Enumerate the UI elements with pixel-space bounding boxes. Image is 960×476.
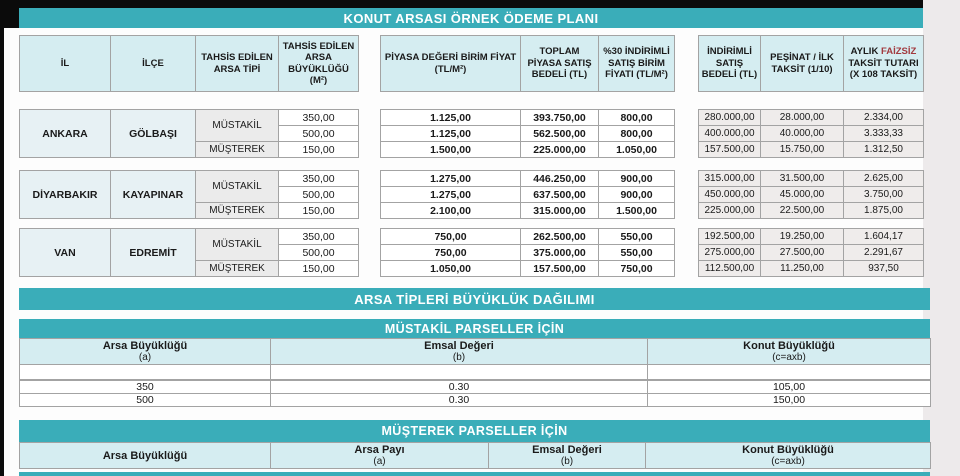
cell-aylik-taksit: 2.625,00 — [844, 171, 924, 187]
group-left-table — [19, 109, 359, 158]
cell-indirimli-birim: 900,00 — [599, 171, 675, 187]
musterek-header-arsa-payi — [271, 443, 489, 469]
cell-pesinat: 27.500,00 — [761, 245, 844, 261]
cell-toplam-piyasa: 225.000,00 — [521, 142, 599, 158]
cell-m2: 350,00 — [279, 171, 359, 187]
cell-indirimli-bedel: 192.500,00 — [699, 229, 761, 245]
cell-indirimli-bedel: 450.000,00 — [699, 187, 761, 203]
cell-konut-buyuklugu: 150,00 — [648, 394, 931, 407]
cell-pesinat: 15.750,00 — [761, 142, 844, 158]
cell-konut-buyuklugu: 105,00 — [648, 381, 931, 394]
cell-il: ANKARA — [20, 110, 111, 158]
cell-emsal-degeri: 0.30 — [271, 394, 648, 407]
payment-group-1 — [0, 109, 960, 156]
cell-aylik-taksit: 937,50 — [844, 261, 924, 277]
header-label: Arsa Büyüklüğü — [102, 449, 188, 462]
group-right-table — [698, 109, 924, 158]
cell-indirimli-birim: 550,00 — [599, 245, 675, 261]
cell-piyasa-birim: 1.125,00 — [381, 126, 521, 142]
cell-m2: 500,00 — [279, 245, 359, 261]
title-left-corner — [0, 0, 19, 28]
group-left-table — [19, 170, 359, 219]
cell-aylik-taksit: 3.333,33 — [844, 126, 924, 142]
musterek-header-konut-buyuklugu — [646, 443, 931, 469]
col-header-indirimli-bedel: İNDİRİMLİ SATIŞ BEDELİ (TL) — [699, 36, 761, 92]
cell-aylik-taksit: 1.312,50 — [844, 142, 924, 158]
section-band-dagilim — [19, 288, 930, 310]
section-band-mustakil-text: MÜSTAKİL PARSELLER İÇİN — [384, 321, 565, 336]
cell-indirimli-bedel: 400.000,00 — [699, 126, 761, 142]
payment-header-middle-block — [380, 35, 675, 92]
cell-il: VAN — [20, 229, 111, 277]
cell-piyasa-birim: 1.050,00 — [381, 261, 521, 277]
empty-cell — [648, 365, 931, 380]
cell-aylik-taksit: 1.875,00 — [844, 203, 924, 219]
cell-pesinat: 40.000,00 — [761, 126, 844, 142]
cell-piyasa-birim: 1.500,00 — [381, 142, 521, 158]
header-label: Konut Büyüklüğü — [743, 339, 835, 352]
mustakil-header-emsal-degeri — [271, 339, 648, 365]
cell-indirimli-bedel: 225.000,00 — [699, 203, 761, 219]
faizsiz-label: FAİZSİZ — [880, 46, 917, 58]
cell-piyasa-birim: 1.275,00 — [381, 171, 521, 187]
empty-cell — [271, 365, 648, 380]
cell-emsal-degeri: 0.30 — [271, 381, 648, 394]
cell-aylik-taksit: 2.291,67 — [844, 245, 924, 261]
group-right-table — [698, 170, 924, 219]
payment-header-right-block — [698, 35, 924, 92]
col-header-aylik-taksit — [844, 36, 924, 92]
musterek-header-emsal-degeri — [489, 443, 646, 469]
col-header-toplam-piyasa: TOPLAM PİYASA SATIŞ BEDELİ (TL) — [521, 36, 599, 92]
cell-toplam-piyasa: 157.500,00 — [521, 261, 599, 277]
cell-indirimli-bedel: 275.000,00 — [699, 245, 761, 261]
cell-m2: 150,00 — [279, 142, 359, 158]
header-sub: (c=axb) — [772, 351, 806, 363]
cell-tip-musterek: MÜŞTEREK — [196, 203, 279, 219]
col-header-arsa-buyuklugu: TAHSİS EDİLEN ARSA BÜYÜKLÜĞÜ (M²) — [279, 36, 359, 92]
cell-indirimli-birim: 800,00 — [599, 110, 675, 126]
cell-m2: 150,00 — [279, 261, 359, 277]
header-label: Emsal Değeri — [532, 443, 602, 456]
cell-indirimli-birim: 550,00 — [599, 229, 675, 245]
cell-pesinat: 45.000,00 — [761, 187, 844, 203]
cell-piyasa-birim: 1.125,00 — [381, 110, 521, 126]
cell-m2: 350,00 — [279, 110, 359, 126]
cell-tip-musterek: MÜŞTEREK — [196, 142, 279, 158]
cell-ilce: KAYAPINAR — [111, 171, 196, 219]
col-header-indirimli-birim: %30 İNDİRİMLİ SATIŞ BİRİM FİYATI (TL/M²) — [599, 36, 675, 92]
top-black-strip — [0, 0, 923, 8]
cell-arsa-buyuklugu: 500 — [20, 394, 271, 407]
page-title — [19, 8, 923, 28]
section-band-musterek — [19, 420, 930, 442]
cell-indirimli-bedel: 280.000,00 — [699, 110, 761, 126]
header-sub: (b) — [560, 455, 574, 467]
group-middle-table — [380, 228, 675, 277]
cell-toplam-piyasa: 637.500,00 — [521, 187, 599, 203]
taksit-tutari-label: TAKSİT TUTARI (X 108 TAKSİT) — [848, 57, 919, 81]
cell-tip-mustakil: MÜSTAKİL — [196, 171, 279, 203]
cell-indirimli-birim: 800,00 — [599, 126, 675, 142]
cell-aylik-taksit: 2.334,00 — [844, 110, 924, 126]
section-band-dagilim-text: ARSA TİPLERİ BÜYÜKLÜK DAĞILIMI — [354, 291, 595, 307]
cell-tip-mustakil: MÜSTAKİL — [196, 229, 279, 261]
empty-cell — [20, 365, 271, 380]
payment-group-3 — [0, 228, 960, 275]
header-sub: (a) — [373, 455, 386, 467]
cell-indirimli-birim: 1.500,00 — [599, 203, 675, 219]
cell-indirimli-bedel: 112.500,00 — [699, 261, 761, 277]
cell-aylik-taksit: 1.604,17 — [844, 229, 924, 245]
cell-pesinat: 22.500,00 — [761, 203, 844, 219]
cell-m2: 350,00 — [279, 229, 359, 245]
cell-piyasa-birim: 750,00 — [381, 245, 521, 261]
page-title-text: KONUT ARSASI ÖRNEK ÖDEME PLANI — [343, 10, 599, 26]
cell-ilce: EDREMİT — [111, 229, 196, 277]
bottom-teal-strip — [19, 472, 930, 476]
musterek-table — [19, 442, 931, 469]
cell-ilce: GÖLBAŞI — [111, 110, 196, 158]
mustakil-empty-row — [19, 364, 931, 380]
cell-pesinat: 11.250,00 — [761, 261, 844, 277]
cell-indirimli-birim: 900,00 — [599, 187, 675, 203]
cell-m2: 500,00 — [279, 187, 359, 203]
cell-indirimli-birim: 1.050,00 — [599, 142, 675, 158]
cell-tip-musterek: MÜŞTEREK — [196, 261, 279, 277]
cell-m2: 500,00 — [279, 126, 359, 142]
cell-toplam-piyasa: 315.000,00 — [521, 203, 599, 219]
cell-aylik-taksit: 3.750,00 — [844, 187, 924, 203]
group-middle-table — [380, 109, 675, 158]
header-sub: (a) — [138, 351, 152, 363]
cell-m2: 150,00 — [279, 203, 359, 219]
col-header-piyasa-birim: PİYASA DEĞERİ BİRİM FİYAT (TL/M²) — [381, 36, 521, 92]
cell-toplam-piyasa: 562.500,00 — [521, 126, 599, 142]
cell-piyasa-birim: 750,00 — [381, 229, 521, 245]
cell-piyasa-birim: 1.275,00 — [381, 187, 521, 203]
cell-il: DİYARBAKIR — [20, 171, 111, 219]
mustakil-data-table — [19, 380, 931, 407]
group-middle-table — [380, 170, 675, 219]
col-header-arsa-tipi: TAHSİS EDİLEN ARSA TİPİ — [196, 36, 279, 92]
musterek-header-arsa-buyuklugu — [20, 443, 271, 469]
cell-toplam-piyasa: 446.250,00 — [521, 171, 599, 187]
col-header-pesinat: PEŞİNAT / İLK TAKSİT (1/10) — [761, 36, 844, 92]
cell-pesinat: 28.000,00 — [761, 110, 844, 126]
section-band-mustakil — [19, 319, 930, 338]
header-label: Arsa Payı — [354, 443, 405, 456]
cell-indirimli-bedel: 157.500,00 — [699, 142, 761, 158]
header-sub: (b) — [452, 351, 466, 363]
cell-indirimli-birim: 750,00 — [599, 261, 675, 277]
cell-toplam-piyasa: 393.750,00 — [521, 110, 599, 126]
section-band-musterek-text: MÜŞTEREK PARSELLER İÇİN — [381, 424, 568, 438]
group-left-table — [19, 228, 359, 277]
mustakil-header-arsa-buyuklugu — [20, 339, 271, 365]
col-header-ilce: İLÇE — [111, 36, 196, 92]
group-right-table — [698, 228, 924, 277]
mustakil-header-konut-buyuklugu — [648, 339, 931, 365]
cell-indirimli-bedel: 315.000,00 — [699, 171, 761, 187]
cell-piyasa-birim: 2.100,00 — [381, 203, 521, 219]
header-label: Konut Büyüklüğü — [742, 443, 834, 456]
mustakil-table — [19, 338, 931, 365]
cell-tip-mustakil: MÜSTAKİL — [196, 110, 279, 142]
header-sub: (c=axb) — [771, 455, 805, 467]
header-label: Emsal Değeri — [424, 339, 494, 352]
cell-arsa-buyuklugu: 350 — [20, 381, 271, 394]
cell-pesinat: 19.250,00 — [761, 229, 844, 245]
cell-toplam-piyasa: 262.500,00 — [521, 229, 599, 245]
aylik-label: AYLIK — [850, 46, 879, 58]
header-label: Arsa Büyüklüğü — [102, 339, 188, 352]
col-header-il: İL — [20, 36, 111, 92]
cell-toplam-piyasa: 375.000,00 — [521, 245, 599, 261]
cell-pesinat: 31.500,00 — [761, 171, 844, 187]
payment-header-left-block — [19, 35, 359, 92]
payment-group-2 — [0, 170, 960, 217]
